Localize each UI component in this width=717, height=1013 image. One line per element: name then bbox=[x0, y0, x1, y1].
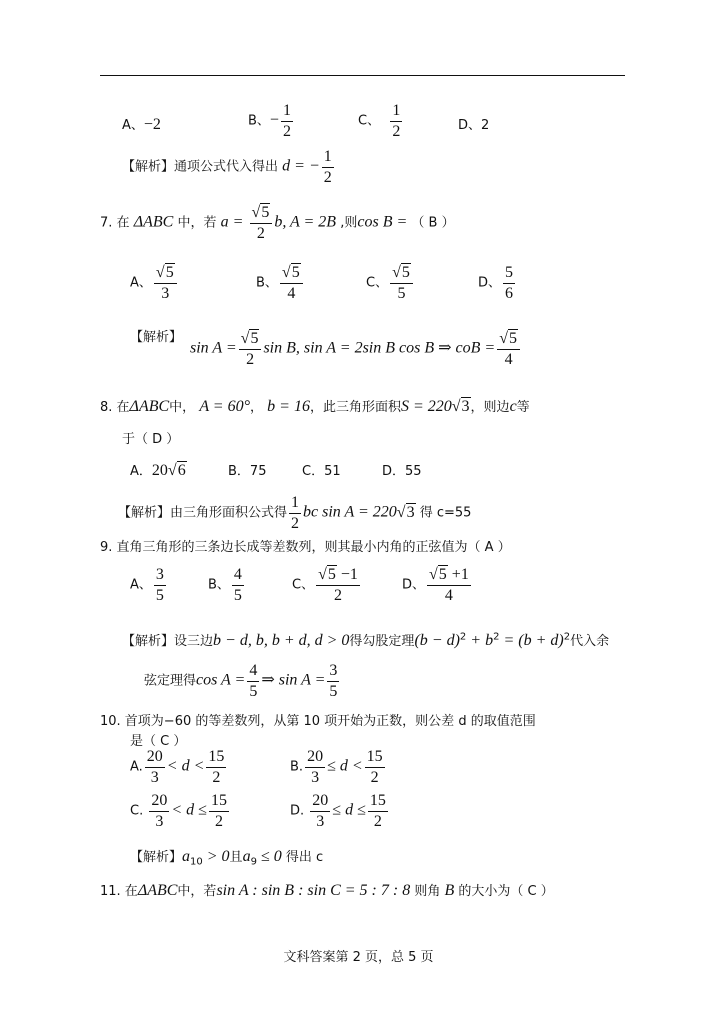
q9-options bbox=[130, 566, 630, 612]
q10-options bbox=[130, 748, 530, 848]
q9-option-a: A、 $\frac{3}{5}$ bbox=[130, 566, 164, 604]
q6-analysis-num: 1 bbox=[322, 148, 334, 168]
q9-option-b: B、 $\frac{4}{5}$ bbox=[208, 566, 242, 604]
q11-stem: 11. 在ΔABC中，若sin A : sin B : sin C = 5 : 7 : 8 则角 B 的大小为（ C ） bbox=[100, 882, 554, 899]
q7-option-a: A、 $\frac{√5}{3}$ bbox=[130, 264, 179, 302]
q10-option-a: A. $\frac{20}{3}$ < d < $\frac{15}{2}$ bbox=[130, 748, 225, 786]
q7-answer: （ B ） bbox=[411, 215, 455, 231]
q8-options bbox=[130, 460, 530, 484]
q7-option-c: C、 $\frac{√5}{5}$ bbox=[366, 264, 415, 302]
header-rule bbox=[100, 75, 625, 76]
q7-a-eq: a = bbox=[220, 213, 244, 231]
q7-den: 2 bbox=[256, 224, 265, 242]
q8-option-c: C．51 bbox=[302, 464, 341, 479]
q8-answer: 于（ D ） bbox=[122, 432, 180, 447]
q8-option-b: B．75 bbox=[228, 464, 267, 479]
q6-analysis bbox=[122, 148, 336, 186]
q7-analysis: sin A = $\frac{√5}{2}$ sin B, sin A = 2sin B cos B ⇒ coB = $\frac{√5}{4}$ bbox=[190, 330, 522, 368]
q9-option-c: C、 $\frac{√5 -1}{2}$ bbox=[292, 566, 358, 604]
q7-analysis-tag: 【解析】 bbox=[130, 330, 183, 345]
q7-sqrt: 5 bbox=[261, 204, 270, 221]
q10-option-c: C. $\frac{20}{3}$ < d ≤ $\frac{15}{2}$ bbox=[130, 792, 227, 830]
q9-analysis-line2: 弦定理得cos A = $\frac{4}{5}$ ⇒ sin A = $\frac{3}{5}$ bbox=[144, 662, 338, 700]
q6-analysis-math: d = − bbox=[282, 157, 320, 175]
page-footer: 文科答案第 2 页，总 5 页 bbox=[283, 950, 434, 965]
q10-option-b: B. $\frac{20}{3}$ ≤ d < $\frac{15}{2}$ bbox=[290, 748, 383, 786]
q6-option-a-value: −2 bbox=[143, 116, 161, 133]
q7-option-d: D、 $\frac{5}{6}$ bbox=[478, 264, 514, 302]
q6-option-b-num: 1 bbox=[281, 102, 293, 122]
q8-analysis: 【解析】由三角形面积公式得 $\frac{1}{2}$ bc sin A = 220√3 得 c=55 bbox=[118, 494, 472, 532]
q7-cos: cos B = bbox=[357, 213, 408, 231]
q6-option-b-label: B、 bbox=[248, 113, 270, 129]
q7-comma: ,则 bbox=[340, 215, 358, 231]
q10-stem-line2: 是（ C ） bbox=[130, 734, 187, 749]
q8-option-d: D．55 bbox=[382, 464, 422, 479]
q10-stem-line1: 10. 首项为−60 的等差数列，从第 10 项开始为正数，则公差 d 的取值范围 bbox=[100, 714, 536, 729]
q7-stem-mid: 中，若 bbox=[177, 215, 217, 231]
q8-stem: 8. 在ΔABC中， A = 60°， b = 16，此三角形面积S = 220√3，则边c等 bbox=[100, 398, 530, 415]
q6-option-c-num: 1 bbox=[390, 102, 402, 122]
q7-option-b: B、 $\frac{√5}{4}$ bbox=[256, 264, 305, 302]
q6-option-b-den: 2 bbox=[282, 122, 291, 140]
q6-option-a-label: A、 bbox=[122, 118, 144, 133]
q6-option-d: D、2 bbox=[458, 118, 490, 133]
q7-after: b, A = 2B bbox=[274, 213, 337, 231]
q6-option-b-sign: − bbox=[269, 111, 279, 129]
q6-option-c-label: C、 bbox=[358, 113, 381, 129]
q8-option-a: A．20√6 bbox=[130, 462, 186, 479]
q7-number: 7. 在 bbox=[100, 215, 130, 231]
q6-analysis-den: 2 bbox=[323, 168, 332, 186]
q7-options bbox=[130, 264, 630, 310]
q7-stem: 7. 在 ΔABC 中，若 a = $\frac{√5}{2}$ b, A = 2B ,则cos B = （ B ） bbox=[100, 204, 455, 242]
q6-analysis-text: 通项公式代入得出 bbox=[174, 159, 279, 175]
q10-analysis: 【解析】$a_{10} > 0$且$a_9 \le 0$ 得出 c bbox=[130, 848, 324, 868]
q9-analysis-line1: 【解析】设三边b − d, b, b + d, d > 0得勾股定理$(b - d)^2 + b^2 = (b + d)^2$代入余 bbox=[122, 631, 610, 649]
q9-stem: 9. 直角三角形的三条边长成等差数列，则其最小内角的正弦值为（ A ） bbox=[100, 540, 511, 555]
q6-analysis-tag: 【解析】 bbox=[122, 159, 175, 175]
q6-option-c-den: 2 bbox=[392, 122, 401, 140]
q10-option-d: D. $\frac{20}{3}$ ≤ d ≤ $\frac{15}{2}$ bbox=[290, 792, 386, 830]
q9-option-d: D、 $\frac{√5 +1}{4}$ bbox=[402, 566, 469, 604]
q7-triangle: ΔABC bbox=[133, 213, 174, 231]
